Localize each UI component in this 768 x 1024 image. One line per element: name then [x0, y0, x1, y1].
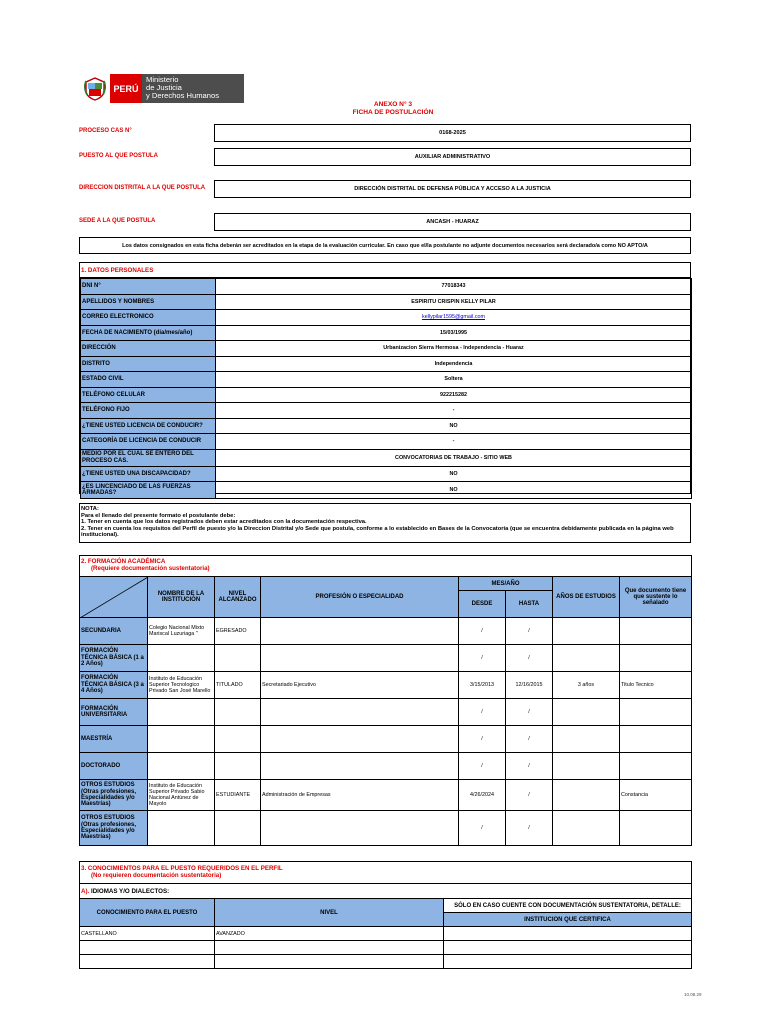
- proceso-value[interactable]: 0168-2025: [214, 124, 691, 142]
- direccion-distrital-value[interactable]: DIRECCIÓN DISTRITAL DE DEFENSA PÚBLICA Y ACCESO A LA JUSTICIA: [214, 180, 691, 198]
- personal-field-label: ¿TIENE USTED UNA DISCAPACIDAD?: [81, 466, 216, 482]
- formacion-row: [80, 672, 692, 699]
- conocimiento-cell-conocimiento[interactable]: CASTELLANO: [80, 927, 215, 941]
- nota-line: 1. Tener en cuenta que los datos registrados deben estar acreditados con la documentación respectiva.: [81, 519, 367, 526]
- conocimiento-row: [80, 955, 692, 969]
- formacion-row: [80, 726, 692, 753]
- formacion-cell-profesion[interactable]: [261, 618, 459, 645]
- header-nivel: NIVEL ALCANZADO: [215, 577, 261, 618]
- formacion-cell-anios[interactable]: [553, 811, 620, 846]
- formacion-cell-profesion[interactable]: [261, 811, 459, 846]
- header-institucion: NOMBRE DE LA INSTITUCIÓN: [148, 577, 215, 618]
- formacion-cell-hasta[interactable]: /: [506, 811, 553, 846]
- formacion-cell-desde[interactable]: /: [459, 618, 506, 645]
- formacion-cell-anios[interactable]: [553, 645, 620, 672]
- personal-field-value[interactable]: Soltera: [216, 372, 692, 388]
- diagonal-line-icon: [80, 577, 148, 618]
- personal-field-value[interactable]: 922215282: [216, 387, 692, 403]
- personal-field-value[interactable]: 77018343: [216, 279, 692, 295]
- formacion-cell-nivel[interactable]: [215, 726, 261, 753]
- formacion-cell-desde[interactable]: /: [459, 645, 506, 672]
- personal-data-heading: 1. DATOS PERSONALES: [80, 263, 690, 278]
- formacion-cell-hasta[interactable]: /: [506, 699, 553, 726]
- personal-field-label: ESTADO CIVIL: [81, 372, 216, 388]
- formacion-cell-desde[interactable]: /: [459, 699, 506, 726]
- formacion-cell-documento[interactable]: [620, 811, 692, 846]
- personal-field-label: CATEGORÍA DE LICENCIA DE CONDUCIR: [81, 434, 216, 450]
- formacion-row: [80, 618, 692, 645]
- conocimientos-section: [79, 861, 691, 969]
- notice-banner: Los datos consignados en esta ficha deberán ser acreditados en la etapa de la evaluación curricular. En caso que el/la postulante no adjunte documentos necesarios será declarado/a como NO APTO/A: [79, 237, 691, 254]
- education-level-label: OTROS ESTUDIOS (Otras profesiones, Especialidades y/o Maestrías): [80, 780, 148, 811]
- header-hasta: HASTA: [506, 591, 553, 618]
- personal-field-label: TELÉFONO FIJO: [81, 403, 216, 419]
- peru-coat-of-arms-icon: [80, 74, 110, 103]
- personal-field-value[interactable]: Independencia: [216, 356, 692, 372]
- formacion-cell-nivel[interactable]: EGRESADO: [215, 618, 261, 645]
- personal-data-row: [81, 466, 692, 482]
- page-code: 10.08.29: [684, 992, 702, 997]
- formacion-cell-desde[interactable]: /: [459, 753, 506, 780]
- formacion-cell-profesion[interactable]: [261, 699, 459, 726]
- formacion-row: [80, 753, 692, 780]
- formacion-row: [80, 699, 692, 726]
- formacion-cell-anios[interactable]: [553, 726, 620, 753]
- personal-field-label: APELLIDOS Y NOMBRES: [81, 294, 216, 310]
- formacion-cell-anios[interactable]: [553, 699, 620, 726]
- formacion-cell-institucion[interactable]: [148, 726, 215, 753]
- personal-field-value[interactable]: NO: [216, 482, 692, 499]
- formacion-cell-hasta[interactable]: /: [506, 618, 553, 645]
- formacion-row: [80, 780, 692, 811]
- formacion-cell-hasta[interactable]: /: [506, 780, 553, 811]
- sede-value[interactable]: ANCASH - HUARAZ: [214, 213, 691, 231]
- formacion-table: [79, 555, 692, 846]
- personal-field-label: MEDIO POR EL CUAL SE ENTERO DEL PROCESO CAS.: [81, 449, 216, 466]
- formacion-cell-institucion[interactable]: Instituto de Educación Superior Tecnologico Privado San José Marello: [148, 672, 215, 699]
- formacion-cell-documento[interactable]: [620, 645, 692, 672]
- sede-label: SEDE A LA QUE POSTULA: [79, 218, 156, 224]
- personal-data-row: [81, 279, 692, 295]
- formacion-cell-desde[interactable]: /: [459, 811, 506, 846]
- personal-field-label: DNI N°: [81, 279, 216, 295]
- conocimiento-row: [80, 927, 692, 941]
- formacion-cell-institucion[interactable]: [148, 811, 215, 846]
- personal-field-value[interactable]: -: [216, 403, 692, 419]
- formacion-cell-institucion[interactable]: [148, 753, 215, 780]
- education-level-label: FORMACIÓN UNIVERSITARIA: [80, 699, 148, 726]
- formacion-cell-hasta[interactable]: /: [506, 645, 553, 672]
- nota-box: [79, 503, 691, 543]
- education-level-label: OTROS ESTUDIOS (Otras profesiones, Especialidades y/o Maestrías): [80, 811, 148, 846]
- conocimiento-cell-institucion[interactable]: [444, 941, 692, 955]
- formacion-section: [79, 555, 691, 846]
- conocimientos-table: [79, 861, 692, 969]
- conocimiento-cell-institucion[interactable]: [444, 927, 692, 941]
- formacion-cell-anios[interactable]: 3 años: [553, 672, 620, 699]
- personal-data-row: [81, 418, 692, 434]
- personal-field-label: ¿TIENE USTED LICENCIA DE CONDUCIR?: [81, 418, 216, 434]
- personal-data-row: [81, 372, 692, 388]
- personal-data-row: [81, 387, 692, 403]
- formacion-cell-hasta[interactable]: /: [506, 753, 553, 780]
- personal-data-section: [79, 262, 691, 494]
- formacion-cell-anios[interactable]: [553, 753, 620, 780]
- formacion-cell-institucion[interactable]: Colegio Nacional Mixto Mariscal Luzuriaga ": [148, 618, 215, 645]
- formacion-cell-profesion[interactable]: [261, 726, 459, 753]
- education-level-label: MAESTRÍA: [80, 726, 148, 753]
- conocimiento-cell-institucion[interactable]: [444, 955, 692, 969]
- formacion-cell-nivel[interactable]: [215, 811, 261, 846]
- formacion-cell-profesion[interactable]: [261, 645, 459, 672]
- personal-field-label: TELÉFONO CELULAR: [81, 387, 216, 403]
- formacion-cell-institucion[interactable]: Instituto de Educación Superior Privado Sabio Nacional Antúnez de Mayolo: [148, 780, 215, 811]
- idiomas-subheading: A). IDIOMAS Y/O DIALECTOS:: [80, 884, 692, 899]
- conocimiento-cell-nivel[interactable]: [215, 955, 444, 969]
- personal-field-label: ¿ES LINCENCIADO DE LAS FUERZAS ARMADAS?: [81, 482, 216, 499]
- header-detalle: SÓLO EN CASO CUENTE CON DOCUMENTACIÓN SUSTENTATORIA, DETALLE:: [444, 899, 692, 913]
- formacion-cell-institucion[interactable]: [148, 645, 215, 672]
- ministry-logo: [80, 74, 244, 103]
- personal-field-value[interactable]: NO: [216, 466, 692, 482]
- document-title: [300, 101, 486, 117]
- formacion-cell-profesion[interactable]: [261, 753, 459, 780]
- nota-title: NOTA:: [81, 506, 99, 512]
- personal-field-label: CORREO ELECTRONICO: [81, 310, 216, 326]
- education-level-label: FORMACIÓN TÉCNICA BÁSICA (3 a 4 Años): [80, 672, 148, 699]
- formacion-cell-documento[interactable]: [620, 618, 692, 645]
- formacion-cell-hasta[interactable]: /: [506, 726, 553, 753]
- personal-field-value[interactable]: 15/03/1995: [216, 325, 692, 341]
- education-level-label: FORMACIÓN TÉCNICA BÁSICA (1 a 2 Años): [80, 645, 148, 672]
- personal-data-row: [81, 449, 692, 466]
- personal-data-row: [81, 482, 692, 499]
- diagonal-header-cell: [80, 577, 148, 618]
- personal-field-value[interactable]: Urbanizacion Sierra Hermosa - Independencia - Huaraz: [216, 341, 692, 357]
- formacion-cell-desde[interactable]: /: [459, 726, 506, 753]
- formacion-cell-hasta[interactable]: 12/16/2015: [506, 672, 553, 699]
- formacion-cell-documento[interactable]: Constancia: [620, 780, 692, 811]
- formacion-cell-nivel[interactable]: ESTUDIANTE: [215, 780, 261, 811]
- conocimiento-cell-nivel[interactable]: [215, 941, 444, 955]
- formacion-cell-documento[interactable]: [620, 699, 692, 726]
- personal-data-row: [81, 356, 692, 372]
- formacion-cell-desde[interactable]: 3/15/2013: [459, 672, 506, 699]
- personal-data-row: [81, 310, 692, 326]
- personal-data-table: [80, 278, 692, 499]
- formacion-cell-anios[interactable]: [553, 618, 620, 645]
- personal-data-row: [81, 294, 692, 310]
- formacion-cell-institucion[interactable]: [148, 699, 215, 726]
- email-link[interactable]: kellypilar1595@gmail.com: [216, 310, 692, 326]
- formacion-heading: 2. FORMACIÓN ACADÉMICA (Requiere documentación sustentatoria): [80, 556, 692, 577]
- header-conocimiento: CONOCIMIENTO PARA EL PUESTO: [80, 899, 215, 927]
- conocimiento-row: [80, 941, 692, 955]
- header-anios: AÑOS DE ESTUDIOS: [553, 577, 620, 618]
- formacion-cell-documento[interactable]: [620, 726, 692, 753]
- nota-line: Para el llenado del presente formato el postulante debe:: [81, 512, 236, 519]
- formacion-cell-desde[interactable]: 4/26/2024: [459, 780, 506, 811]
- formacion-cell-nivel[interactable]: TITULADO: [215, 672, 261, 699]
- personal-field-value[interactable]: ESPIRITU CRISPIN KELLY PILAR: [216, 294, 692, 310]
- header-mes-anio: MES/AÑO: [459, 577, 553, 591]
- annex-number: ANEXO N° 3: [373, 101, 413, 108]
- personal-data-row: [81, 403, 692, 419]
- personal-data-row: [81, 325, 692, 341]
- formacion-cell-profesion[interactable]: Administración de Empresas: [261, 780, 459, 811]
- formacion-cell-documento[interactable]: [620, 753, 692, 780]
- logo-country: PERÚ: [110, 74, 142, 103]
- formacion-cell-documento[interactable]: Titulo Tecnico: [620, 672, 692, 699]
- header-documento: Que documento tiene que sustente lo señalado: [620, 577, 692, 618]
- header-profesion: PROFESIÓN O ESPECIALIDAD: [261, 577, 459, 618]
- personal-data-row: [81, 341, 692, 357]
- personal-field-value[interactable]: CONVOCATORIAS DE TRABAJO - SITIO WEB: [216, 449, 692, 466]
- personal-field-value[interactable]: -: [216, 434, 692, 450]
- formacion-cell-profesion[interactable]: Secretariado Ejecutivo: [261, 672, 459, 699]
- personal-field-label: FECHA DE NACIMIENTO (dia/mes/año): [81, 325, 216, 341]
- puesto-value[interactable]: AUXILIAR ADMINISTRATIVO: [214, 148, 691, 166]
- conocimiento-cell-nivel[interactable]: AVANZADO: [215, 927, 444, 941]
- formacion-cell-nivel[interactable]: [215, 645, 261, 672]
- proceso-label: PROCESO CAS N°: [79, 128, 132, 134]
- nota-line: 2. Tener en cuenta los requisitos del Perfil de puesto y/o la Direccion Distrital y/o Sede que postula, conforme a lo establecido en Bases de la Convocatoria (que se encuentra debidamente publicada en la página web institucional).: [81, 525, 674, 539]
- formacion-row: [80, 645, 692, 672]
- personal-field-value[interactable]: NO: [216, 418, 692, 434]
- personal-field-label: DISTRITO: [81, 356, 216, 372]
- personal-field-label: DIRECCIÓN: [81, 341, 216, 357]
- header-conoc-nivel: NIVEL: [215, 899, 444, 927]
- formacion-row: [80, 811, 692, 846]
- puesto-label: PUESTO AL QUE POSTULA: [79, 153, 158, 159]
- education-level-label: SECUNDARIA: [80, 618, 148, 645]
- logo-ministry: Ministerio de Justicia y Derechos Humanos: [142, 74, 244, 103]
- conocimiento-cell-conocimiento[interactable]: [80, 941, 215, 955]
- form-title: FICHA DE POSTULACIÓN: [352, 109, 434, 116]
- conocimientos-heading: 3. CONOCIMIENTOS PARA EL PUESTO REQUERIDOS EN EL PERFIL (No requieren documentación sustentatoria): [80, 862, 692, 884]
- education-level-label: DOCTORADO: [80, 753, 148, 780]
- formacion-cell-nivel[interactable]: [215, 753, 261, 780]
- header-desde: DESDE: [459, 591, 506, 618]
- formacion-cell-anios[interactable]: [553, 780, 620, 811]
- formacion-cell-nivel[interactable]: [215, 699, 261, 726]
- direccion-distrital-label: DIRECCION DISTRITAL A LA QUE POSTULA: [79, 185, 206, 191]
- conocimiento-cell-conocimiento[interactable]: [80, 955, 215, 969]
- personal-data-row: [81, 434, 692, 450]
- header-institucion-certifica: INSTITUCION QUE CERTIFICA: [444, 913, 692, 927]
